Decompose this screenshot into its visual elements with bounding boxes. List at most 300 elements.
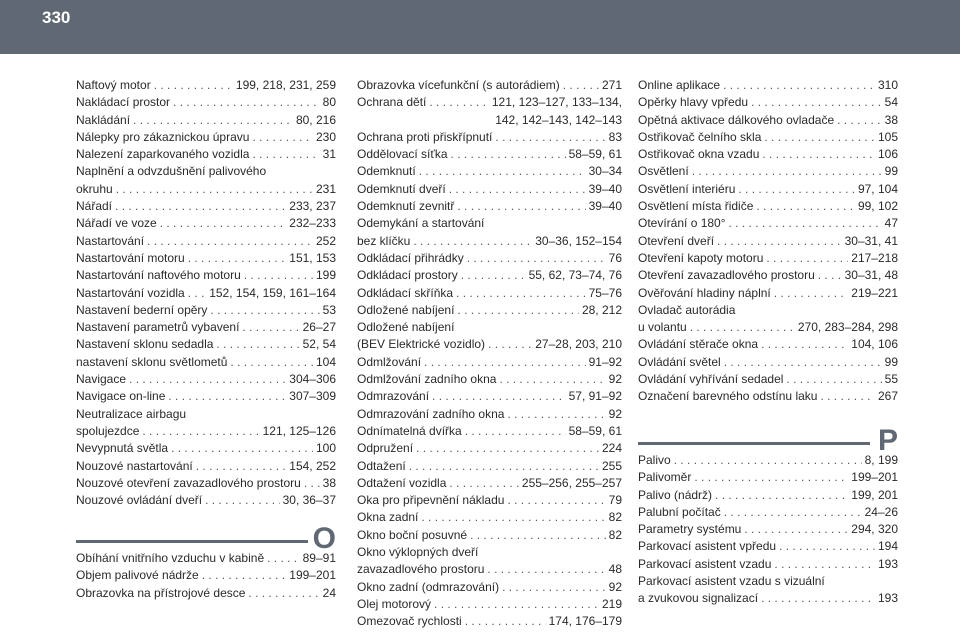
dot-leader bbox=[432, 388, 566, 405]
index-term: Parametry systému bbox=[638, 522, 742, 537]
dot-leader bbox=[421, 509, 605, 526]
dot-leader bbox=[419, 163, 586, 180]
dot-leader bbox=[129, 371, 286, 388]
dot-leader bbox=[456, 285, 586, 302]
index-term: Omezovač rychlosti bbox=[357, 614, 462, 629]
index-term: Označení barevného odstínu laku bbox=[638, 389, 818, 404]
index-term: Nastavení sklonu sedadla bbox=[76, 337, 214, 352]
index-entry bbox=[638, 504, 898, 521]
dot-leader bbox=[142, 423, 259, 440]
dot-leader bbox=[774, 556, 875, 573]
index-entry bbox=[357, 579, 622, 596]
dot-leader bbox=[449, 475, 519, 492]
index-page-refs: 83 bbox=[608, 129, 622, 144]
index-entry bbox=[638, 469, 898, 486]
dot-leader bbox=[717, 233, 842, 250]
index-term: Naplnění a odvzdušnění palivového bbox=[76, 164, 267, 179]
index-entry bbox=[76, 181, 336, 198]
index-entry bbox=[76, 198, 336, 215]
index-entry bbox=[76, 319, 336, 336]
index-term: Odtažení vozidla bbox=[357, 475, 447, 490]
index-entry bbox=[76, 458, 336, 475]
index-term: Ochrana proti přiskřípnutí bbox=[357, 129, 493, 144]
section-rule bbox=[76, 540, 308, 543]
index-page-refs: 82 bbox=[608, 510, 622, 525]
index-page-refs: 294, 320 bbox=[851, 522, 898, 537]
index-term: Palubní počítač bbox=[638, 504, 721, 519]
dot-leader bbox=[196, 458, 287, 475]
dot-leader bbox=[563, 77, 599, 94]
index-entry bbox=[357, 527, 622, 544]
index-page-refs: 38 bbox=[322, 475, 336, 490]
index-page-refs: 27–28, 203, 210 bbox=[535, 337, 622, 352]
index-term: Nastartování naftového motoru bbox=[76, 268, 241, 283]
index-page-refs: 79 bbox=[608, 493, 622, 508]
section-letter: P bbox=[877, 424, 898, 457]
index-term: Parkovací asistent vzadu bbox=[638, 556, 772, 571]
page-header bbox=[0, 0, 960, 54]
dot-leader bbox=[723, 77, 875, 94]
index-entry bbox=[357, 198, 622, 215]
index-entry bbox=[638, 371, 898, 388]
index-entry bbox=[638, 215, 898, 232]
index-entry bbox=[76, 215, 336, 232]
dot-leader bbox=[242, 319, 299, 336]
index-entry bbox=[357, 613, 622, 630]
index-entry bbox=[357, 285, 622, 302]
index-page-refs: 58–59, 61 bbox=[568, 423, 622, 438]
dot-leader bbox=[429, 94, 489, 111]
index-term: Ovládání vyhřívání sedadel bbox=[638, 372, 784, 387]
dot-leader bbox=[133, 112, 293, 129]
index-entry bbox=[638, 388, 898, 405]
index-term: Nastavení parametrů vybavení bbox=[76, 320, 240, 335]
dot-leader bbox=[502, 579, 606, 596]
index-page-refs: 105 bbox=[877, 129, 898, 144]
index-term: Navigace on-line bbox=[76, 389, 166, 404]
dot-leader bbox=[457, 198, 585, 215]
index-page-refs: 199, 218, 231, 259 bbox=[235, 78, 336, 92]
index-term: Odložené nabíjení bbox=[357, 302, 455, 317]
index-entry bbox=[76, 112, 336, 129]
index-entry bbox=[76, 567, 336, 584]
index-term: Obíhání vnitřního vzduchu v kabině bbox=[76, 551, 265, 565]
index-entry bbox=[638, 538, 898, 555]
index-entry bbox=[638, 267, 898, 284]
index-page-refs: 92 bbox=[608, 579, 622, 594]
dot-leader bbox=[764, 129, 875, 146]
index-term: Nastartování vozidla bbox=[76, 285, 185, 300]
index-page-refs: 97, 104 bbox=[857, 181, 898, 196]
index-page-refs: 39–40 bbox=[588, 181, 622, 196]
dot-leader bbox=[461, 267, 526, 284]
index-term: Odmlžování zadního okna bbox=[357, 372, 497, 387]
index-term: Nouzové nastartování bbox=[76, 458, 193, 473]
index-term: spolujezdce bbox=[76, 423, 140, 438]
index-term: Odemknutí bbox=[357, 164, 416, 179]
dot-leader bbox=[694, 469, 848, 486]
dot-leader bbox=[434, 596, 599, 613]
index-page-refs: 142, 142–143, 142–143 bbox=[495, 112, 622, 127]
index-term: Nakládací prostor bbox=[76, 95, 171, 110]
dot-leader bbox=[115, 198, 286, 215]
index-term: Ovladač autorádia bbox=[638, 302, 736, 317]
index-entry bbox=[76, 94, 336, 111]
dot-leader bbox=[160, 215, 287, 232]
index-page-refs: 24 bbox=[322, 585, 336, 600]
index-term: Nalezení zaparkovaného vozidla bbox=[76, 147, 250, 162]
index-term: Nakládání bbox=[76, 112, 131, 127]
index-term: Osvětlení interiéru bbox=[638, 181, 736, 196]
dot-leader bbox=[244, 267, 313, 284]
index-term: Nastartování motoru bbox=[76, 250, 185, 265]
index-term: Odložené nabíjení bbox=[357, 320, 455, 335]
index-page-refs: 154, 252 bbox=[289, 458, 336, 473]
index-term: Ochrana dětí bbox=[357, 95, 427, 110]
index-entry bbox=[357, 215, 622, 232]
index-entry bbox=[638, 77, 898, 94]
index-entry bbox=[76, 440, 336, 457]
index-entry bbox=[638, 336, 898, 353]
index-entry bbox=[357, 336, 622, 353]
index-entry bbox=[357, 371, 622, 388]
index-term: Okna zadní bbox=[357, 510, 419, 525]
index-entry bbox=[357, 129, 622, 146]
dot-leader bbox=[168, 388, 286, 405]
index-entry bbox=[76, 267, 336, 284]
index-term: Odmrazování bbox=[357, 389, 430, 404]
index-term: Online aplikace bbox=[638, 78, 721, 92]
index-page-refs: 224 bbox=[601, 441, 622, 456]
index-entry bbox=[638, 112, 898, 129]
index-entry bbox=[357, 94, 622, 111]
dot-leader bbox=[507, 492, 605, 509]
index-term: Nevypnutá světla bbox=[76, 441, 169, 456]
index-page-refs: 31 bbox=[322, 147, 336, 162]
dot-leader bbox=[154, 77, 233, 94]
index-term: Obrazovka na přístrojové desce bbox=[76, 585, 246, 600]
index-term: Okno výklopných dveří bbox=[357, 545, 479, 560]
index-entry bbox=[76, 423, 336, 440]
index-term: Odemknutí zevnitř bbox=[357, 199, 455, 214]
index-term: Otevření zavazadlového prostoru bbox=[638, 268, 815, 283]
index-term: bez klíčku bbox=[357, 233, 411, 248]
dot-leader bbox=[205, 492, 280, 509]
dot-leader bbox=[724, 504, 862, 521]
index-entry bbox=[638, 198, 898, 215]
dot-leader bbox=[465, 423, 566, 440]
index-term: a zvukovou signalizací bbox=[638, 591, 759, 606]
index-page-refs: 99, 102 bbox=[857, 199, 898, 214]
index-page-refs: 121, 125–126 bbox=[262, 423, 336, 438]
index-entry bbox=[357, 163, 622, 180]
index-term: Obrazovka vícefunkční (s autorádiem) bbox=[357, 78, 560, 92]
index-page-refs: 255 bbox=[601, 458, 622, 473]
section-o-list bbox=[76, 550, 336, 602]
index-entry bbox=[638, 129, 898, 146]
index-page-refs: 267 bbox=[877, 389, 898, 404]
index-term: (BEV Elektrické vozidlo) bbox=[357, 337, 486, 352]
index-entry bbox=[638, 181, 898, 198]
index-page-refs: 252 bbox=[315, 233, 336, 248]
index-term: Palivo (nádrž) bbox=[638, 487, 713, 502]
dot-leader bbox=[499, 371, 605, 388]
index-page-refs: 53 bbox=[322, 302, 336, 317]
index-page-refs: 75–76 bbox=[588, 285, 622, 300]
index-entry bbox=[638, 556, 898, 573]
index-entry bbox=[638, 354, 898, 371]
dot-leader bbox=[692, 163, 882, 180]
index-page-refs: 24–26 bbox=[864, 504, 898, 519]
index-page-refs: 89–91 bbox=[302, 551, 336, 565]
index-term: Odpružení bbox=[357, 441, 414, 456]
index-entry bbox=[76, 585, 336, 602]
index-entry bbox=[76, 129, 336, 146]
dot-leader bbox=[820, 388, 875, 405]
dot-leader bbox=[488, 336, 532, 353]
dot-leader bbox=[766, 250, 848, 267]
index-term: Nastavení bederní opěry bbox=[76, 302, 208, 317]
dot-leader bbox=[762, 146, 875, 163]
index-entry bbox=[638, 250, 898, 267]
dot-leader bbox=[409, 458, 599, 475]
index-page-refs: 8, 199 bbox=[864, 453, 898, 467]
index-term: Naftový motor bbox=[76, 78, 151, 92]
index-term: Osvětlení místa řidiče bbox=[638, 199, 754, 214]
index-entry bbox=[357, 492, 622, 509]
dot-leader bbox=[449, 181, 586, 198]
index-column-2 bbox=[357, 77, 622, 631]
index-term: Oddělovací síťka bbox=[357, 147, 448, 162]
index-page-refs: 30, 36–37 bbox=[282, 493, 336, 508]
dot-leader bbox=[738, 181, 855, 198]
index-term: Osvětlení bbox=[638, 164, 689, 179]
index-term: Palivoměr bbox=[638, 470, 692, 485]
dot-leader bbox=[507, 406, 605, 423]
index-entry bbox=[638, 146, 898, 163]
index-page-refs: 255–256, 255–257 bbox=[521, 475, 622, 490]
index-term: nastavení sklonu světlometů bbox=[76, 354, 228, 369]
dot-leader bbox=[267, 550, 300, 567]
index-term: Ovládání stěrače okna bbox=[638, 337, 759, 352]
index-term: Okno boční posuvné bbox=[357, 527, 468, 542]
index-page-refs: 199 bbox=[315, 268, 336, 283]
dot-leader bbox=[210, 302, 319, 319]
index-entry bbox=[357, 354, 622, 371]
index-page-refs: 92 bbox=[608, 372, 622, 387]
index-page-refs: 54 bbox=[884, 95, 898, 110]
index-page-refs: 99 bbox=[884, 164, 898, 179]
index-term: Otevření kapoty motoru bbox=[638, 250, 764, 265]
index-page-refs: 30–36, 152–154 bbox=[535, 233, 622, 248]
index-entry bbox=[357, 112, 622, 129]
index-term: Parkovací asistent vpředu bbox=[638, 539, 777, 554]
dot-leader bbox=[173, 94, 320, 111]
index-column-3 bbox=[638, 77, 898, 406]
dot-leader bbox=[774, 285, 849, 302]
dot-leader bbox=[252, 129, 313, 146]
dot-leader bbox=[457, 302, 579, 319]
index-page-refs: 193 bbox=[877, 591, 898, 606]
dot-leader bbox=[756, 198, 855, 215]
index-page-refs: 307–309 bbox=[289, 389, 336, 404]
index-entry bbox=[76, 285, 336, 302]
dot-leader bbox=[724, 354, 882, 371]
index-term: Navigace bbox=[76, 372, 127, 387]
dot-leader bbox=[230, 354, 313, 371]
index-entry bbox=[638, 452, 898, 469]
index-page-refs: 121, 123–127, 133–134, bbox=[491, 95, 622, 110]
index-page-refs: 219 bbox=[601, 596, 622, 611]
index-page-refs: 80 bbox=[322, 95, 336, 110]
index-page-refs: 55 bbox=[884, 372, 898, 387]
dot-leader bbox=[744, 521, 848, 538]
index-page-refs: 151, 153 bbox=[289, 250, 336, 265]
index-page-refs: 55, 62, 73–74, 76 bbox=[528, 268, 622, 283]
dot-leader bbox=[837, 112, 882, 129]
index-term: Ostřikovač okna vzadu bbox=[638, 147, 760, 162]
index-page-refs: 304–306 bbox=[289, 372, 336, 387]
index-page-refs: 26–27 bbox=[302, 320, 336, 335]
index-column-1 bbox=[76, 77, 336, 509]
index-entry bbox=[76, 233, 336, 250]
index-entry bbox=[638, 573, 898, 590]
index-entry bbox=[76, 550, 336, 567]
index-page-refs: 100 bbox=[315, 441, 336, 456]
index-term: Ostřikovač čelního skla bbox=[638, 129, 762, 144]
dot-leader bbox=[495, 129, 605, 146]
index-page-refs: 52, 54 bbox=[302, 337, 336, 352]
index-term: Nouzové otevření zavazadlového prostoru bbox=[76, 475, 301, 490]
index-page-refs: 39–40 bbox=[588, 199, 622, 214]
index-entry bbox=[76, 146, 336, 163]
index-entry bbox=[76, 163, 336, 180]
dot-leader bbox=[690, 319, 795, 336]
index-term: Odemknutí dveří bbox=[357, 181, 446, 196]
index-term: Otevírání o 180° bbox=[638, 216, 726, 231]
index-page-refs: 152, 154, 159, 161–164 bbox=[209, 285, 336, 300]
index-entry bbox=[357, 233, 622, 250]
dot-leader bbox=[467, 250, 606, 267]
index-page-refs: 271 bbox=[601, 78, 622, 92]
section-letter: O bbox=[312, 522, 336, 555]
index-entry bbox=[357, 146, 622, 163]
dot-leader bbox=[465, 613, 546, 630]
dot-leader bbox=[171, 440, 313, 457]
index-entry bbox=[357, 475, 622, 492]
index-entry bbox=[357, 596, 622, 613]
index-entry bbox=[638, 163, 898, 180]
index-entry bbox=[638, 590, 898, 607]
index-entry bbox=[76, 302, 336, 319]
index-entry bbox=[638, 487, 898, 504]
dot-leader bbox=[674, 452, 862, 469]
index-term: Odtažení bbox=[357, 458, 406, 473]
index-page-refs: 232–233 bbox=[289, 216, 336, 231]
index-entry bbox=[357, 561, 622, 578]
index-entry bbox=[638, 285, 898, 302]
dot-leader bbox=[487, 561, 605, 578]
index-entry bbox=[638, 521, 898, 538]
index-term: Odkládací přihrádky bbox=[357, 250, 464, 265]
dot-leader bbox=[202, 567, 287, 584]
dot-leader bbox=[729, 215, 882, 232]
index-page-refs: 231 bbox=[315, 181, 336, 196]
index-entry bbox=[357, 458, 622, 475]
index-term: Otevření dveří bbox=[638, 233, 715, 248]
dot-leader bbox=[188, 285, 206, 302]
index-entry bbox=[638, 319, 898, 336]
index-entry bbox=[357, 302, 622, 319]
dot-leader bbox=[470, 527, 606, 544]
index-page-refs: 91–92 bbox=[588, 354, 622, 369]
index-page-refs: 106 bbox=[877, 147, 898, 162]
index-page-refs: 80, 216 bbox=[295, 112, 336, 127]
index-term: Odemykání a startování bbox=[357, 216, 485, 231]
index-entry bbox=[357, 319, 622, 336]
index-entry bbox=[357, 440, 622, 457]
index-entry bbox=[76, 354, 336, 371]
index-page-refs: 199–201 bbox=[851, 470, 898, 485]
dot-leader bbox=[216, 336, 299, 353]
index-entry bbox=[357, 250, 622, 267]
index-entry bbox=[76, 406, 336, 423]
index-page-refs: 194 bbox=[877, 539, 898, 554]
index-entry bbox=[76, 336, 336, 353]
index-page-refs: 104, 106 bbox=[851, 337, 898, 352]
index-entry bbox=[76, 388, 336, 405]
index-page-refs: 233, 237 bbox=[289, 199, 336, 214]
index-page-refs: 38 bbox=[884, 112, 898, 127]
index-page-refs: 57, 91–92 bbox=[568, 389, 622, 404]
index-page-refs: 47 bbox=[884, 216, 898, 231]
index-page-refs: 174, 176–179 bbox=[548, 614, 622, 629]
index-term: Odkládací prostory bbox=[357, 268, 458, 283]
index-page-refs: 30–34 bbox=[588, 164, 622, 179]
dot-leader bbox=[451, 146, 566, 163]
index-term: Odmrazování zadního okna bbox=[357, 406, 505, 421]
index-entry bbox=[357, 406, 622, 423]
index-entry bbox=[357, 388, 622, 405]
dot-leader bbox=[188, 250, 287, 267]
index-term: Opěrky hlavy vpředu bbox=[638, 95, 749, 110]
index-entry bbox=[357, 423, 622, 440]
index-term: u volantu bbox=[638, 320, 687, 335]
index-page-refs: 76 bbox=[608, 250, 622, 265]
index-term: Nastartování bbox=[76, 233, 145, 248]
dot-leader bbox=[116, 181, 313, 198]
index-page-refs: 58–59, 61 bbox=[568, 147, 622, 162]
index-entry bbox=[357, 77, 622, 94]
index-entry bbox=[357, 509, 622, 526]
dot-leader bbox=[779, 538, 875, 555]
index-page-refs: 310 bbox=[877, 78, 898, 92]
index-page-refs: 193 bbox=[877, 556, 898, 571]
index-term: Odnímatelná dvířka bbox=[357, 423, 462, 438]
index-entry bbox=[357, 181, 622, 198]
index-entry bbox=[638, 233, 898, 250]
index-term: Nouzové ovládání dveří bbox=[76, 493, 203, 508]
index-page-refs: 199–201 bbox=[289, 568, 336, 583]
dot-leader bbox=[252, 146, 319, 163]
index-term: Odkládací skříňka bbox=[357, 285, 454, 300]
index-term: Nářadí ve voze bbox=[76, 216, 157, 231]
dot-leader bbox=[715, 487, 848, 504]
dot-leader bbox=[761, 336, 848, 353]
index-term: Nálepky pro zákaznickou úpravu bbox=[76, 129, 250, 144]
index-page-refs: 99 bbox=[884, 354, 898, 369]
index-page-refs: 199, 201 bbox=[851, 487, 898, 502]
